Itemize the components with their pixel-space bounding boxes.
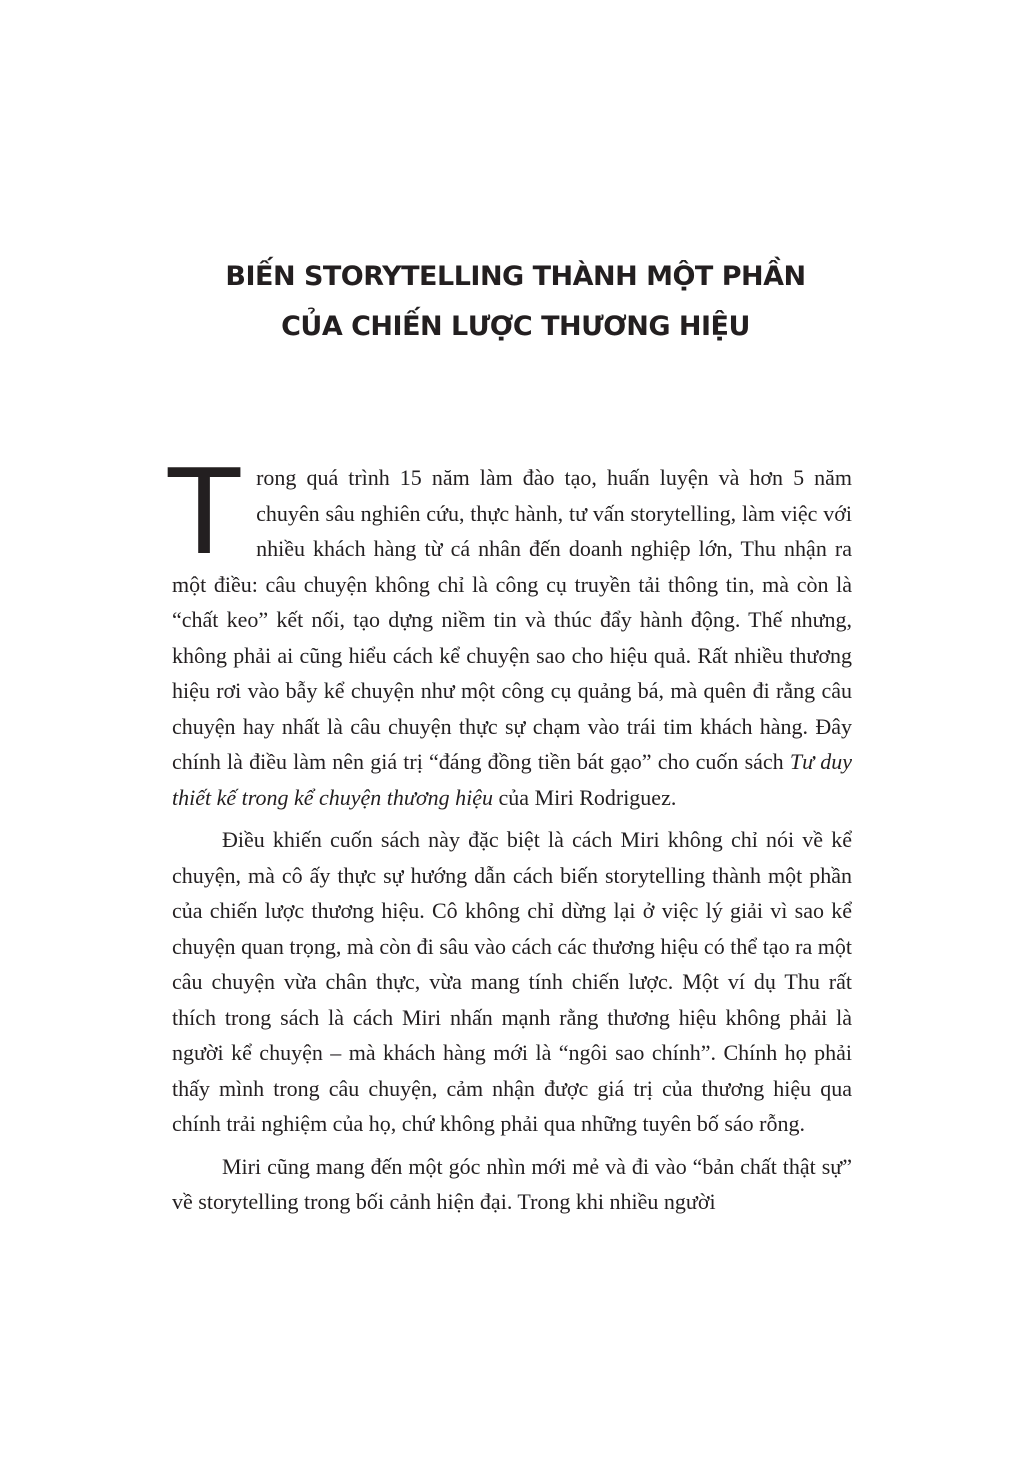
paragraph-1 — [168, 443, 853, 815]
chapter-title — [0, 252, 1031, 352]
chapter-title-line-2: CỦA CHIẾN LƯỢC THƯƠNG HIỆU — [281, 311, 750, 342]
drop-cap: T — [168, 443, 241, 581]
chapter-title-line-1: BIẾN STORYTELLING THÀNH MỘT PHẦN — [225, 261, 806, 292]
body-text — [168, 443, 853, 1227]
paragraph-1-text: rong quá trình 15 năm làm đào tạo, huấn luyện và hơn 5 năm chuyên sâu nghiên cứu, thực hành, tư vấn storytelling, làm việc với nhiều khách hàng từ cá nhân đến doanh nghiệp lớn, Thu nhận ra một điều: câu chuyện không chỉ là công cụ truyền tải thông tin, mà còn là “chất keo” kết nối, tạo dựng niềm tin và thúc đẩy hành động. Thế nhưng, không phải ai cũng hiểu cách kể chuyện sao cho hiệu quả. Rất nhiều thương hiệu rơi vào bẫy kể chuyện như một công cụ quảng bá, mà quên đi rằng câu chuyện hay nhất là câu chuyện thực sự chạm vào trái tim khách hàng. Đây chính là điều làm nên giá trị “đáng đồng tiền bát gạo” cho cuốn sách — [172, 465, 852, 774]
book-title-italic: Tư duy thiết kế trong kể chuyện thương hiệu — [172, 749, 853, 810]
paragraph-1-ending: của Miri Rodriguez. — [498, 784, 677, 810]
paragraph-3: Miri cũng mang đến một góc nhìn mới mẻ và đi vào “bản chất thật sự” về storytelling trong bối cảnh hiện đại. Trong khi nhiều người — [172, 1153, 852, 1214]
paragraph-2: Điều khiến cuốn sách này đặc biệt là cách Miri không chỉ nói về kể chuyện, mà cô ấy thực sự hướng dẫn cách biến storytelling thành một phần của chiến lược thương hiệu. Cô không chỉ dừng lại ở việc lý giải vì sao kể chuyện quan trọng, mà còn đi sâu vào cách các thương hiệu có thể tạo ra một câu chuyện vừa chân thực, vừa mang tính chiến lược. Một ví dụ Thu rất thích trong sách là cách Miri nhấn mạnh rằng thương hiệu không phải là người kể chuyện – mà khách hàng mới là “ngôi sao chính”. Chính họ phải thấy mình trong câu chuyện, cảm nhận được giá trị của thương hiệu qua chính trải nghiệm của họ, chứ không phải qua những tuyên bố sáo rỗng. — [172, 827, 852, 1136]
